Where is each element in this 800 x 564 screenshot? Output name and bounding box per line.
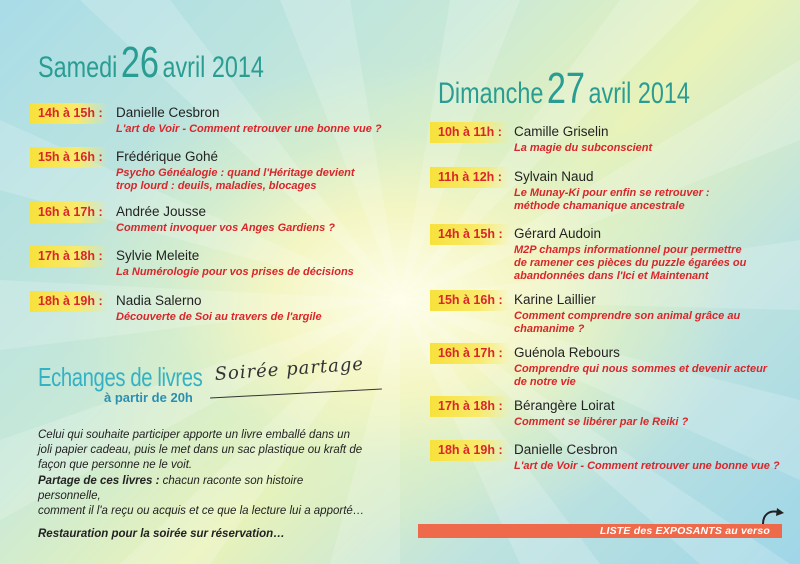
slot-time: 18h à 19h : (30, 291, 108, 312)
slot-topic-line: de notre vie (514, 376, 576, 388)
sunday-date-number: 27 (546, 64, 586, 113)
exhibitors-verso-text: LISTE des EXPOSANTS au verso (599, 525, 770, 537)
slot-speaker: Danielle Cesbron (514, 442, 618, 457)
slot-topic-line: La magie du subconscient (514, 142, 653, 154)
slot-topic (514, 460, 790, 473)
para1-line: joli papier cadeau, puis le met dans un sac plastique ou kraft de (38, 444, 363, 456)
sunday-day: Dimanche (438, 77, 544, 110)
slot-topic (514, 244, 790, 283)
slot-topic-line: chamanime ? (514, 323, 585, 335)
slot-time: 14h à 15h : (30, 103, 108, 124)
slot-speaker: Nadia Salerno (116, 293, 202, 308)
slot-topic-line: Comment se libérer par le Reiki ? (514, 416, 689, 428)
slot-speaker: Bérangère Loirat (514, 398, 615, 413)
slot-topic (116, 167, 390, 193)
slot-topic (514, 363, 790, 389)
slot-topic (514, 187, 790, 213)
slot-topic-line: de ramener ces pièces du puzzle égarées ou (514, 257, 747, 269)
para1-line: Celui qui souhaite participer apporte un livre emballé dans un (38, 429, 350, 441)
restauration-note: Restauration pour la soirée sur réservation… (38, 528, 285, 540)
slot-topic-line: Comment comprendre son animal grâce au (514, 310, 741, 322)
saturday-month-year: avril 2014 (162, 51, 264, 84)
slot-topic (514, 310, 790, 336)
para1-line: façon que personne ne le voit. (38, 459, 193, 471)
slot-topic (514, 416, 790, 429)
para2-label: Partage de ces livres : (38, 475, 160, 487)
slot-speaker: Guénola Rebours (514, 345, 620, 360)
saturday-date-number: 26 (120, 38, 159, 87)
slot-topic-line: Découverte de Soi au travers de l'argile (116, 311, 322, 323)
slot-time: 10h à 11h : (430, 122, 510, 143)
sunday-title (438, 64, 690, 114)
slot-time: 11h à 12h : (430, 167, 510, 188)
exhibitors-banner (418, 524, 782, 538)
saturday-title (38, 38, 264, 88)
slot-topic-line: Psycho Généalogie : quand l'Héritage devient (116, 167, 355, 179)
slot-topic-line: L'art de Voir - Comment retrouver une bonne vue ? (514, 460, 780, 472)
slot-topic (116, 311, 390, 324)
slot-speaker: Frédérique Gohé (116, 149, 219, 164)
slot-time: 14h à 15h : (430, 224, 510, 245)
slot-topic (116, 123, 390, 136)
slot-time: 17h à 18h : (30, 246, 108, 267)
evening-paragraph-2 (38, 474, 368, 519)
slot-topic-line: Comprendre qui nous sommes et devenir acteur (514, 363, 768, 375)
slot-time: 15h à 16h : (430, 290, 510, 311)
slot-speaker: Camille Griselin (514, 124, 609, 139)
slot-topic-line: méthode chamanique ancestrale (514, 200, 685, 212)
para2-line: comment il l'a reçu ou acquis et ce que la lecture lui a apporté… (38, 505, 365, 517)
slot-speaker: Sylvie Meleite (116, 248, 200, 263)
evening-paragraph-1 (38, 428, 368, 473)
slot-topic-line: M2P champs informationnel pour permettre (514, 244, 742, 256)
slot-time: 15h à 16h : (30, 147, 108, 168)
slot-time: 17h à 18h : (430, 396, 510, 417)
slot-topic-line: La Numérologie pour vos prises de décisions (116, 266, 354, 278)
slot-topic (116, 222, 390, 235)
evening-title: Echanges de livres (38, 362, 203, 392)
slot-speaker: Andrée Jousse (116, 204, 207, 219)
slot-time: 16h à 17h : (30, 202, 108, 223)
evening-time: à partir de 20h (104, 390, 193, 405)
sunday-month-year: avril 2014 (588, 77, 690, 110)
saturday-day: Samedi (38, 51, 118, 84)
slot-topic-line: Le Munay-Ki pour enfin se retrouver : (514, 187, 710, 199)
slot-topic (514, 142, 790, 155)
slot-speaker: Sylvain Naud (514, 169, 594, 184)
slot-topic-line: trop lourd : deuils, maladies, blocages (116, 180, 317, 192)
slot-speaker: Danielle Cesbron (116, 105, 220, 120)
slot-topic-line: Comment invoquer vos Anges Gardiens ? (116, 222, 336, 234)
curved-arrow-icon (760, 506, 786, 526)
slot-topic-line: L'art de Voir - Comment retrouver une bonne vue ? (116, 123, 382, 135)
slot-time: 18h à 19h : (430, 440, 510, 461)
slot-speaker: Karine Laillier (514, 292, 596, 307)
slot-time: 16h à 17h : (430, 343, 510, 364)
para2-line: chacun raconte son histoire personnelle, (38, 475, 304, 502)
slot-speaker: Gérard Audoin (514, 226, 602, 241)
slot-topic-line: abandonnées dans l'Ici et Maintenant (514, 270, 709, 282)
slot-topic (116, 266, 390, 279)
soiree-script-title: Soirée partage (214, 353, 365, 385)
